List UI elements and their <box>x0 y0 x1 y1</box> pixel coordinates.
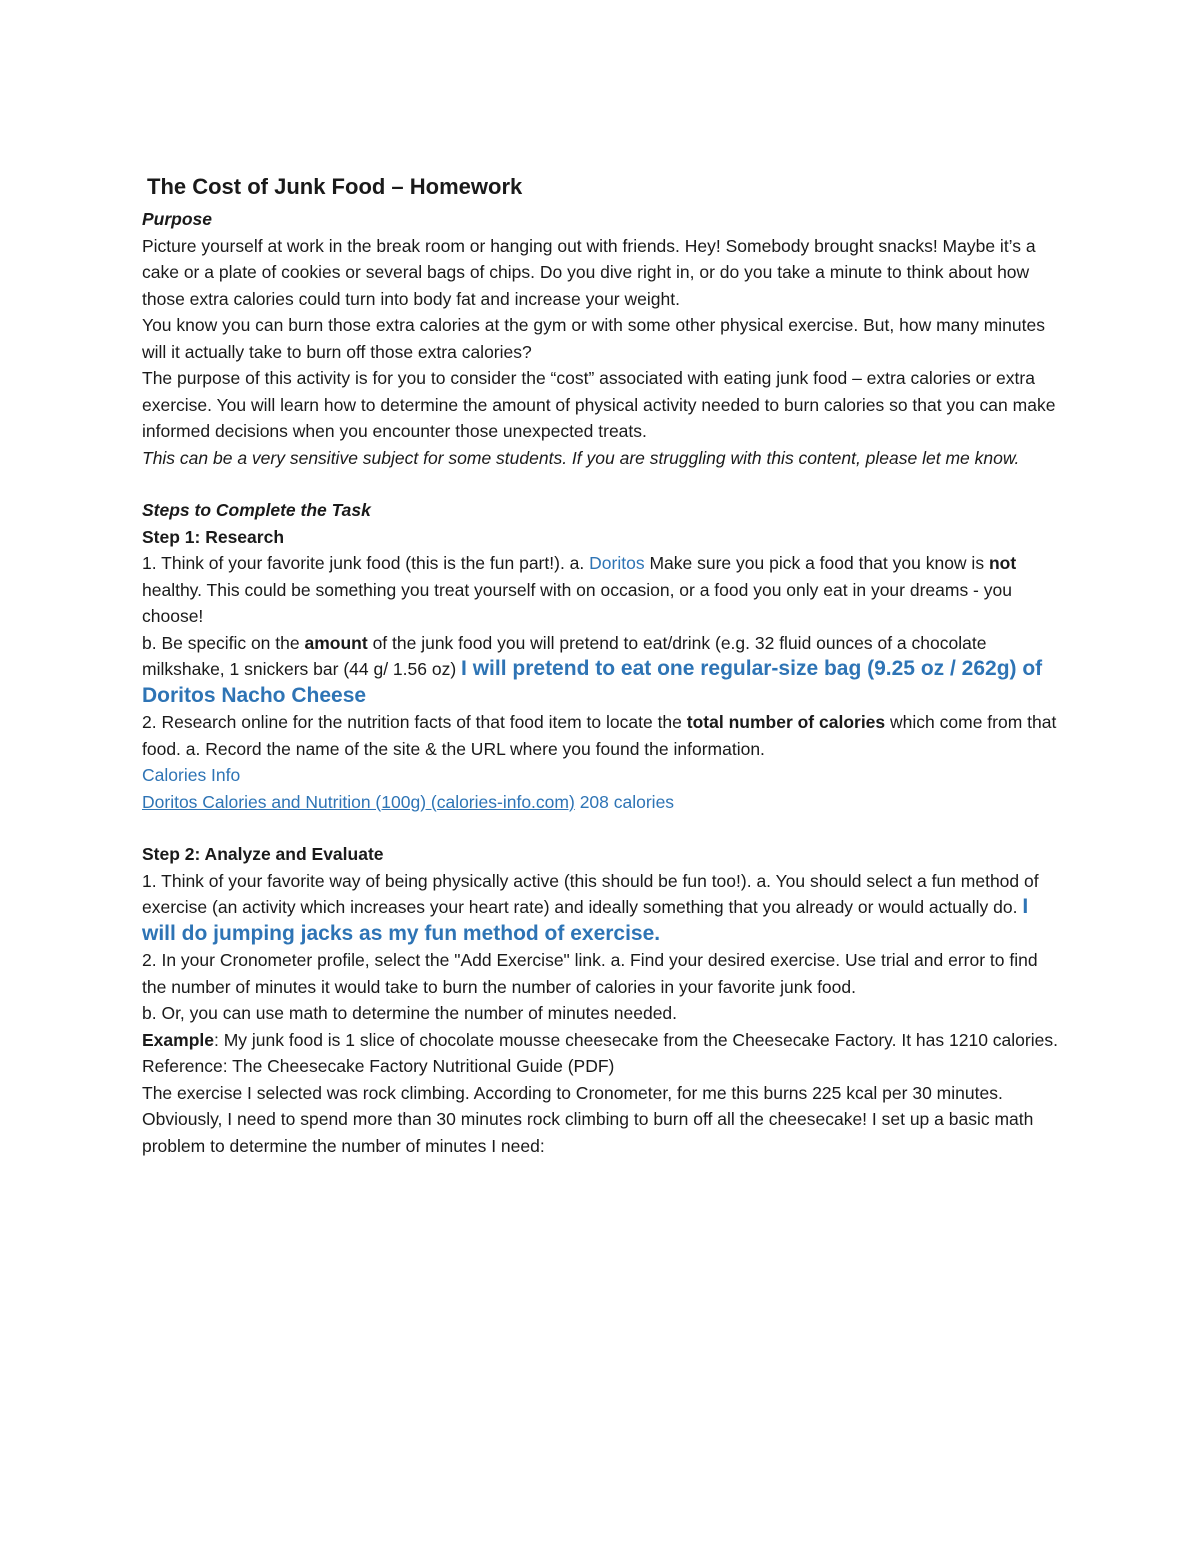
purpose-paragraph-3: The purpose of this activity is for you to consider the “cost” associated with eating junk food – extra calories or extra exercise. You will learn how to determine the amount of physical activity needed to burn calories so that you can make informed decisions when you encounter those unexpected treats. <box>142 368 1056 441</box>
site-name: Calories Info <box>142 765 241 785</box>
step1-item2: 2. Research online for the nutrition facts of that food item to locate the total number of calories which come from that food. a. Record the name of the site & the URL where you found the information. <box>142 712 1057 759</box>
sensitivity-note: This can be a very sensitive subject for some students. If you are struggling with this content, please let me know. <box>142 447 1020 468</box>
step2-item-b: b. Or, you can use math to determine the number of minutes needed. <box>142 1003 678 1023</box>
document-body <box>142 172 1062 1159</box>
calories-answer: 208 calories <box>579 791 675 812</box>
step1-item1: 1. Think of your favorite junk food (this is the fun part!). a. Doritos Make sure you pick a food that you know is not healthy. This could be something you treat yourself with on occasion, or a food you only eat in your dreams - you choose! <box>142 553 1017 626</box>
step2-heading: Step 2: Analyze and Evaluate <box>142 844 384 864</box>
amount-answer: I will pretend to eat one regular-size bag (9.25 oz / 262g) of Doritos Nacho Cheese <box>142 657 1043 707</box>
step1-heading: Step 1: Research <box>142 526 285 547</box>
steps-heading: Steps to Complete the Task <box>142 500 371 520</box>
source-link[interactable]: Doritos Calories and Nutrition (100g) (calories-info.com) <box>142 791 575 812</box>
step2-item2: 2. In your Cronometer profile, select the "Add Exercise" link. a. Find your desired exercise. Use trial and error to find the number of minutes it would take to burn the number of calories in your favorite junk food. <box>142 950 1038 997</box>
purpose-heading: Purpose <box>142 209 213 229</box>
exercise-paragraph: The exercise I selected was rock climbing. According to Cronometer, for me this burns 225 kcal per 30 minutes. Obviously, I need to spend more than 30 minutes rock climbing to burn off all the cheesecake! I set up a basic math problem to determine the number of minutes I need: <box>142 1082 1034 1156</box>
page-title: The Cost of Junk Food – Homework <box>147 174 523 199</box>
exercise-answer: I will do jumping jacks as my fun method of exercise. <box>142 895 1029 945</box>
step2-item1: 1. Think of your favorite way of being physically active (this should be fun too!). a. You should select a fun method of exercise (an activity which increases your heart rate) and ideally something that you already or would actually do. I will do jumping jacks as my fun method of exercise. <box>142 870 1039 945</box>
reference-line: Reference: The Cheesecake Factory Nutritional Guide (PDF) <box>142 1056 615 1076</box>
purpose-paragraph-1: Picture yourself at work in the break room or hanging out with friends. Hey! Somebody brought snacks! Maybe it’s a cake or a plate of cookies or several bags of chips. Do you dive right in, or do you take a minute to think about how those extra calories could turn into body fat and increase your weight. <box>142 235 1036 309</box>
purpose-paragraph-2: You know you can burn those extra calories at the gym or with some other physical exercise. But, how many minutes will it actually take to burn off those extra calories? <box>142 315 1045 362</box>
junk-food-answer: Doritos <box>589 553 645 573</box>
step1-item-b: b. Be specific on the amount of the junk food you will pretend to eat/drink (e.g. 32 fluid ounces of a chocolate milkshake, 1 snickers bar (44 g/ 1.56 oz) I will pretend to eat one regular-size bag (9.25 oz / 262g) of Doritos Nacho Cheese <box>142 632 1043 707</box>
example-paragraph: Example: My junk food is 1 slice of chocolate mousse cheesecake from the Cheesecake Factory. It has 1210 calories. <box>142 1029 1058 1050</box>
source-line <box>142 789 1062 816</box>
